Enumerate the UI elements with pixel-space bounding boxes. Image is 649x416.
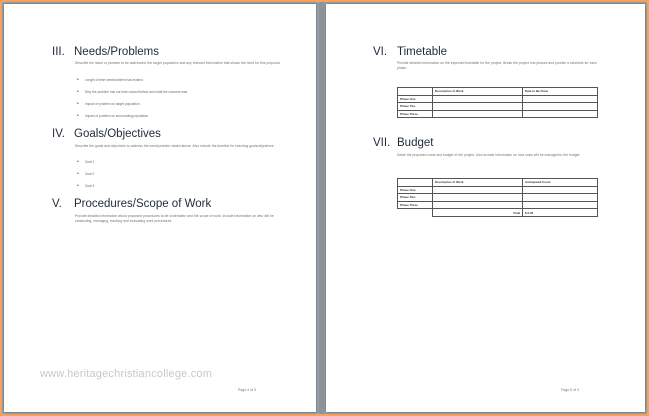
page-footer: Page 4 of 3 [238,388,256,392]
section-paragraph: Provide detailed information about proposed procedures to be undertaken and the scope of work. Include information on who will be conducting, managing, tracking and evaluating work procedures. [75,214,274,223]
page-footer: Page 5 of 3 [561,388,579,392]
section-title: Timetable [397,46,448,58]
table-row [398,201,598,209]
table-cell: Phase Two [398,194,433,202]
table-header-cell: Date to Be Done [523,88,598,96]
table-cell [433,103,523,111]
list-item: • Goal 3 [75,184,285,188]
list-item: • Why the problem has not been solved before and what the outcome was [75,90,285,94]
table-cell [523,103,598,111]
table-cell [523,110,598,118]
document-viewer [2,2,647,414]
table-header-cell: Description of Work [433,179,523,187]
watermark: www.heritagechristiancollege.com [40,368,213,380]
table-row [398,95,598,103]
section-paragraph: Describe the goals and objectives to address the need/problem stated above. Also include the timeline for reaching goals/objectives. [75,144,275,148]
section-heading [373,46,447,58]
table-cell [523,95,598,103]
table-cell: Phase One [398,95,433,103]
section-heading [52,46,159,58]
table-cell: Phase Two [398,103,433,111]
table-header-cell: Anticipated Costs [523,179,598,187]
section-paragraph: Detail the proposed costs and budget of the project. Also include information on how costs will be managed to the budget. [397,153,581,157]
section-paragraph: Provide detailed information on the expected timetable for the project. Break the project into phases and provide a schedule for each phase. [397,61,597,70]
list-item: • Goal 2 [75,172,285,176]
document-page-right [326,4,645,412]
total-label: Total [433,209,523,217]
list-item: • Goal 1 [75,160,285,164]
table-header-cell [398,88,433,96]
table-cell [433,95,523,103]
section-paragraph: Describe the issue or problem to be addressed, the target population and any relevant information that shows the need for this proposal. [75,61,281,65]
table-cell [433,186,523,194]
table-row [398,194,598,202]
table-cell [433,194,523,202]
section-number: V. [52,198,62,210]
table-cell: Phase Three [398,201,433,209]
list-item: • Length of time need/problem has existed [75,78,285,82]
table-cell [433,110,523,118]
document-page-left [4,4,316,412]
table-header-row [398,179,598,187]
table-row [398,110,598,118]
section-heading [52,198,211,210]
table-cell [523,194,598,202]
table-row [398,186,598,194]
table-cell [433,201,523,209]
page-gutter [319,2,324,414]
section-number: III. [52,46,65,58]
list-item: • Impact of problem on surrounding population [75,114,285,118]
list-item: • Impact of problem on target population [75,102,285,106]
section-title: Budget [397,137,434,149]
bullet-list [75,78,285,118]
section-title: Needs/Problems [74,46,160,58]
bullet-list [75,160,285,188]
section-heading [52,128,161,140]
section-number: VII. [373,137,391,149]
table-cell-empty [398,209,433,217]
table-header-row [398,88,598,96]
section-title: Procedures/Scope of Work [74,198,212,210]
table-total-row [398,209,598,217]
table-cell: Phase One [398,186,433,194]
section-title: Goals/Objectives [74,128,161,140]
table-cell [523,186,598,194]
timetable-table [397,87,598,118]
table-cell [523,201,598,209]
section-number: IV. [52,128,66,140]
table-row [398,103,598,111]
table-cell: Phase Three [398,110,433,118]
section-number: VI. [373,46,388,58]
budget-table [397,178,598,217]
section-heading [373,137,433,149]
table-header-cell: Description of Work [433,88,523,96]
total-value: $ 0.00 [523,209,598,217]
table-header-cell [398,179,433,187]
